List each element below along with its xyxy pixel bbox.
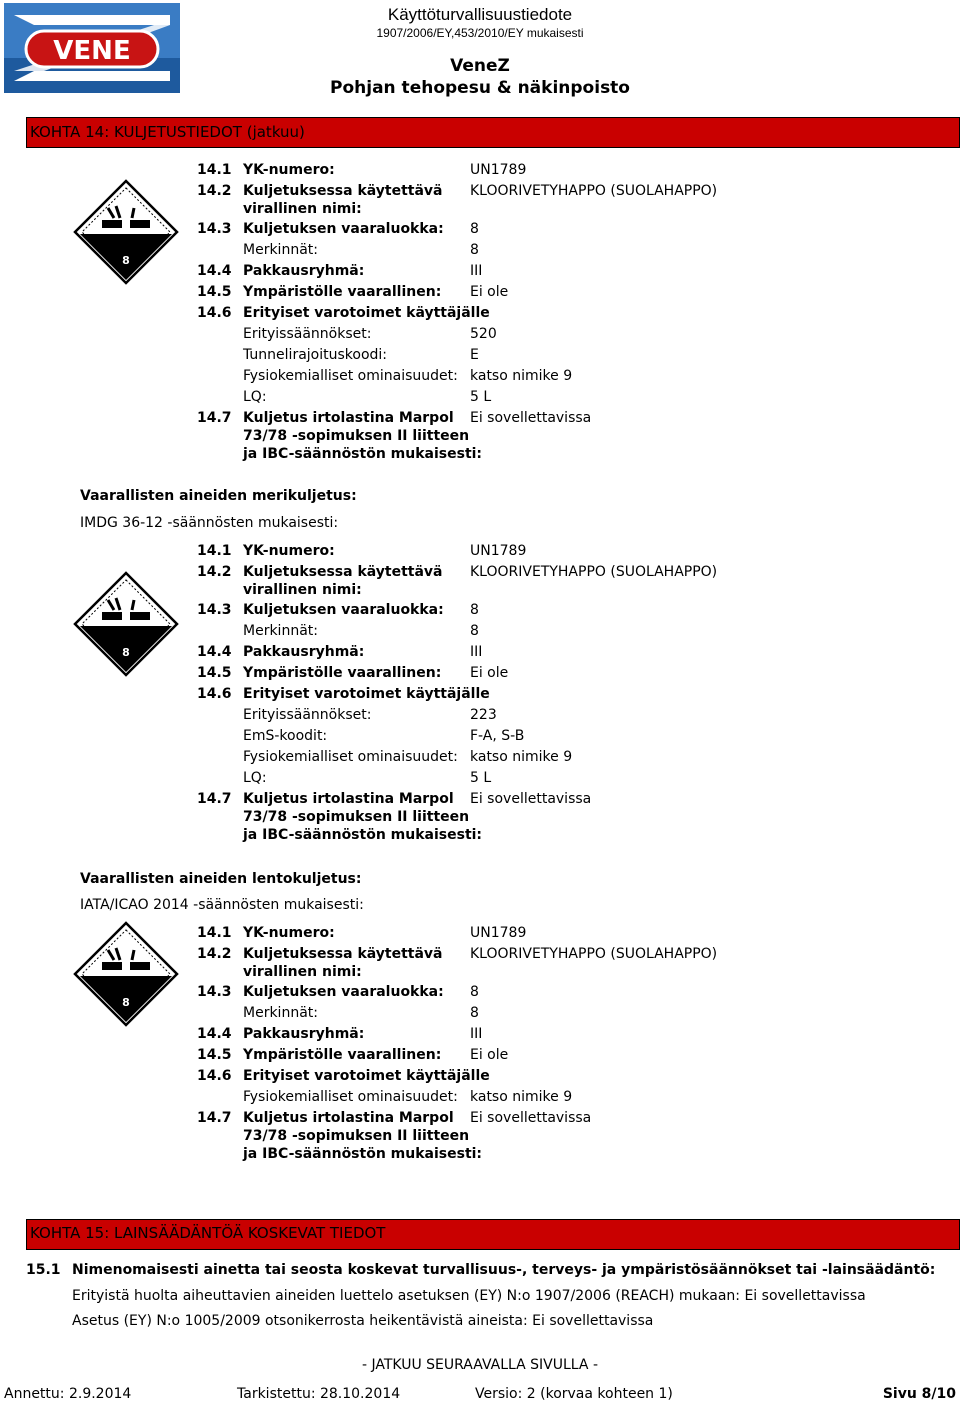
version-info: Versio: 2 (korvaa kohteen 1) xyxy=(475,1386,673,1402)
hazard-class-number: 8 xyxy=(122,996,130,1009)
transport-block-title: Vaarallisten aineiden merikuljetus: xyxy=(80,488,357,504)
row-label: EmS-koodit: xyxy=(243,728,328,744)
row-label: Ympäristölle vaarallinen: xyxy=(243,665,442,681)
row-number: 14.7 xyxy=(197,1110,232,1126)
transport-block-title: Vaarallisten aineiden lentokuljetus: xyxy=(80,871,362,887)
row-label: Ympäristölle vaarallinen: xyxy=(243,1047,442,1063)
row-label: Fysiokemialliset ominaisuudet: xyxy=(243,1089,458,1105)
row-label-line-2: virallinen nimi: xyxy=(243,201,362,217)
row-value: katso nimike 9 xyxy=(470,368,573,384)
row-value: UN1789 xyxy=(470,925,527,941)
row-label-line-2: 73/78 -sopimuksen II liitteen xyxy=(243,809,470,825)
row-label: Kuljetuksen vaaraluokka: xyxy=(243,984,444,1000)
checked-date: Tarkistettu: 28.10.2014 xyxy=(237,1386,401,1402)
row-value: 8 xyxy=(470,984,479,1000)
row-value: Ei sovellettavissa xyxy=(470,791,592,807)
row-number: 14.2 xyxy=(197,183,232,199)
row-value: KLOORIVETYHAPPO (SUOLAHAPPO) xyxy=(470,183,718,199)
row-label-line-2: 73/78 -sopimuksen II liitteen xyxy=(243,428,470,444)
row-value: 5 L xyxy=(470,389,492,405)
row-value: 8 xyxy=(470,602,479,618)
row-value: E xyxy=(470,347,479,363)
row-label: Pakkausryhmä: xyxy=(243,263,365,279)
row-label: Kuljetuksen vaaraluokka: xyxy=(243,221,444,237)
row-label: Pakkausryhmä: xyxy=(243,1026,365,1042)
row-number: 14.6 xyxy=(197,1068,232,1084)
transport-block-subtitle: IMDG 36-12 -säännösten mukaisesti: xyxy=(80,515,339,531)
hazard-class-number: 8 xyxy=(122,254,130,267)
row-label-line-2: virallinen nimi: xyxy=(243,964,362,980)
row-value: III xyxy=(470,263,483,279)
product-name: VeneZ xyxy=(450,56,510,76)
row-number: 14.1 xyxy=(197,925,232,941)
row-label: Erityiset varotoimet käyttäjälle xyxy=(243,305,490,321)
row-value: UN1789 xyxy=(470,543,527,559)
row-number: 14.4 xyxy=(197,263,232,279)
row-label: Fysiokemialliset ominaisuudet: xyxy=(243,749,458,765)
row-label: Erityissäännökset: xyxy=(243,707,372,723)
document-title: Käyttöturvallisuustiedote xyxy=(387,5,573,24)
row-value: Ei ole xyxy=(470,284,509,300)
continue-note: - JATKUU SEURAAVALLA SIVULLA - xyxy=(361,1357,598,1373)
row-value: Ei ole xyxy=(470,665,509,681)
page-number: Sivu 8/10 xyxy=(882,1386,956,1402)
section-15-1-number: 15.1 xyxy=(26,1262,61,1278)
row-number: 14.3 xyxy=(197,984,232,1000)
row-label: Kuljetuksessa käytettävä xyxy=(243,564,443,580)
row-value: 520 xyxy=(470,326,497,342)
row-label: Tunnelirajoituskoodi: xyxy=(243,347,388,363)
row-value: III xyxy=(470,1026,483,1042)
row-number: 14.3 xyxy=(197,221,232,237)
row-label: LQ: xyxy=(243,770,267,786)
row-label: Kuljetuksessa käytettävä xyxy=(243,183,443,199)
row-value: KLOORIVETYHAPPO (SUOLAHAPPO) xyxy=(470,946,718,962)
section-15-heading: KOHTA 15: LAINSÄÄDÄNTÖÄ KOSKEVAT TIEDOT xyxy=(30,1224,386,1242)
row-value: 5 L xyxy=(470,770,492,786)
row-value: Ei sovellettavissa xyxy=(470,410,592,426)
row-label: Erityiset varotoimet käyttäjälle xyxy=(243,686,490,702)
row-number: 14.6 xyxy=(197,686,232,702)
row-value: katso nimike 9 xyxy=(470,749,573,765)
row-label: Kuljetus irtolastina Marpol xyxy=(243,1110,454,1126)
row-number: 14.5 xyxy=(197,284,232,300)
row-label: Erityiset varotoimet käyttäjälle xyxy=(243,1068,490,1084)
row-label: YK-numero: xyxy=(243,543,335,559)
ozone-line: Asetus (EY) N:o 1005/2009 otsonikerrosta heikentävistä aineista: Ei sovellettavissa xyxy=(72,1313,654,1329)
row-number: 14.2 xyxy=(197,946,232,962)
corrosive-hazard-icon xyxy=(72,570,180,678)
row-value: KLOORIVETYHAPPO (SUOLAHAPPO) xyxy=(470,564,718,580)
section-15-1-title: Nimenomaisesti ainetta tai seosta koskevat turvallisuus-, terveys- ja ympäristösäännökset tai -lainsäädäntö: xyxy=(72,1262,936,1278)
issued-date: Annettu: 2.9.2014 xyxy=(4,1386,132,1402)
row-label: Merkinnät: xyxy=(243,623,318,639)
row-label: Fysiokemialliset ominaisuudet: xyxy=(243,368,458,384)
row-label: Merkinnät: xyxy=(243,1005,318,1021)
row-label: Ympäristölle vaarallinen: xyxy=(243,284,442,300)
row-value: 223 xyxy=(470,707,497,723)
row-value: katso nimike 9 xyxy=(470,1089,573,1105)
row-label: Erityissäännökset: xyxy=(243,326,372,342)
row-number: 14.7 xyxy=(197,791,232,807)
row-number: 14.1 xyxy=(197,162,232,178)
row-number: 14.7 xyxy=(197,410,232,426)
row-label: LQ: xyxy=(243,389,267,405)
row-value: Ei ole xyxy=(470,1047,509,1063)
row-label: YK-numero: xyxy=(243,925,335,941)
row-label: Kuljetus irtolastina Marpol xyxy=(243,410,454,426)
row-number: 14.3 xyxy=(197,602,232,618)
row-number: 14.4 xyxy=(197,644,232,660)
row-label-line-2: 73/78 -sopimuksen II liitteen xyxy=(243,1128,470,1144)
reach-line: Erityistä huolta aiheuttavien aineiden luettelo asetuksen (EY) N:o 1907/2006 (REACH) mukaan: Ei sovellettavissa xyxy=(72,1288,866,1304)
row-number: 14.6 xyxy=(197,305,232,321)
corrosive-hazard-icon xyxy=(72,178,180,286)
row-label-line-3: ja IBC-säännöstön mukaisesti: xyxy=(243,446,483,462)
row-number: 14.5 xyxy=(197,665,232,681)
row-label: Merkinnät: xyxy=(243,242,318,258)
row-value: III xyxy=(470,644,483,660)
hazard-class-number: 8 xyxy=(122,646,130,659)
row-label-line-3: ja IBC-säännöstön mukaisesti: xyxy=(243,1146,483,1162)
row-number: 14.1 xyxy=(197,543,232,559)
product-description: Pohjan tehopesu & näkinpoisto xyxy=(330,78,630,98)
row-label-line-2: virallinen nimi: xyxy=(243,582,362,598)
row-value: 8 xyxy=(470,623,479,639)
row-number: 14.4 xyxy=(197,1026,232,1042)
row-value: 8 xyxy=(470,1005,479,1021)
row-label: Kuljetuksessa käytettävä xyxy=(243,946,443,962)
row-number: 14.2 xyxy=(197,564,232,580)
row-label-line-3: ja IBC-säännöstön mukaisesti: xyxy=(243,827,483,843)
row-value: Ei sovellettavissa xyxy=(470,1110,592,1126)
row-number: 14.5 xyxy=(197,1047,232,1063)
row-label: Kuljetus irtolastina Marpol xyxy=(243,791,454,807)
row-label: Kuljetuksen vaaraluokka: xyxy=(243,602,444,618)
row-label: Pakkausryhmä: xyxy=(243,644,365,660)
section-14-heading: KOHTA 14: KULJETUSTIEDOT (jatkuu) xyxy=(30,123,305,141)
row-value: UN1789 xyxy=(470,162,527,178)
row-value: 8 xyxy=(470,221,479,237)
corrosive-hazard-icon xyxy=(72,920,180,1028)
regulation-reference: 1907/2006/EY,453/2010/EY mukaisesti xyxy=(376,26,584,40)
logo-text: VENE xyxy=(53,36,131,66)
row-value: F-A, S-B xyxy=(470,728,525,744)
row-value: 8 xyxy=(470,242,479,258)
row-label: YK-numero: xyxy=(243,162,335,178)
transport-block-subtitle: IATA/ICAO 2014 -säännösten mukaisesti: xyxy=(80,897,364,913)
